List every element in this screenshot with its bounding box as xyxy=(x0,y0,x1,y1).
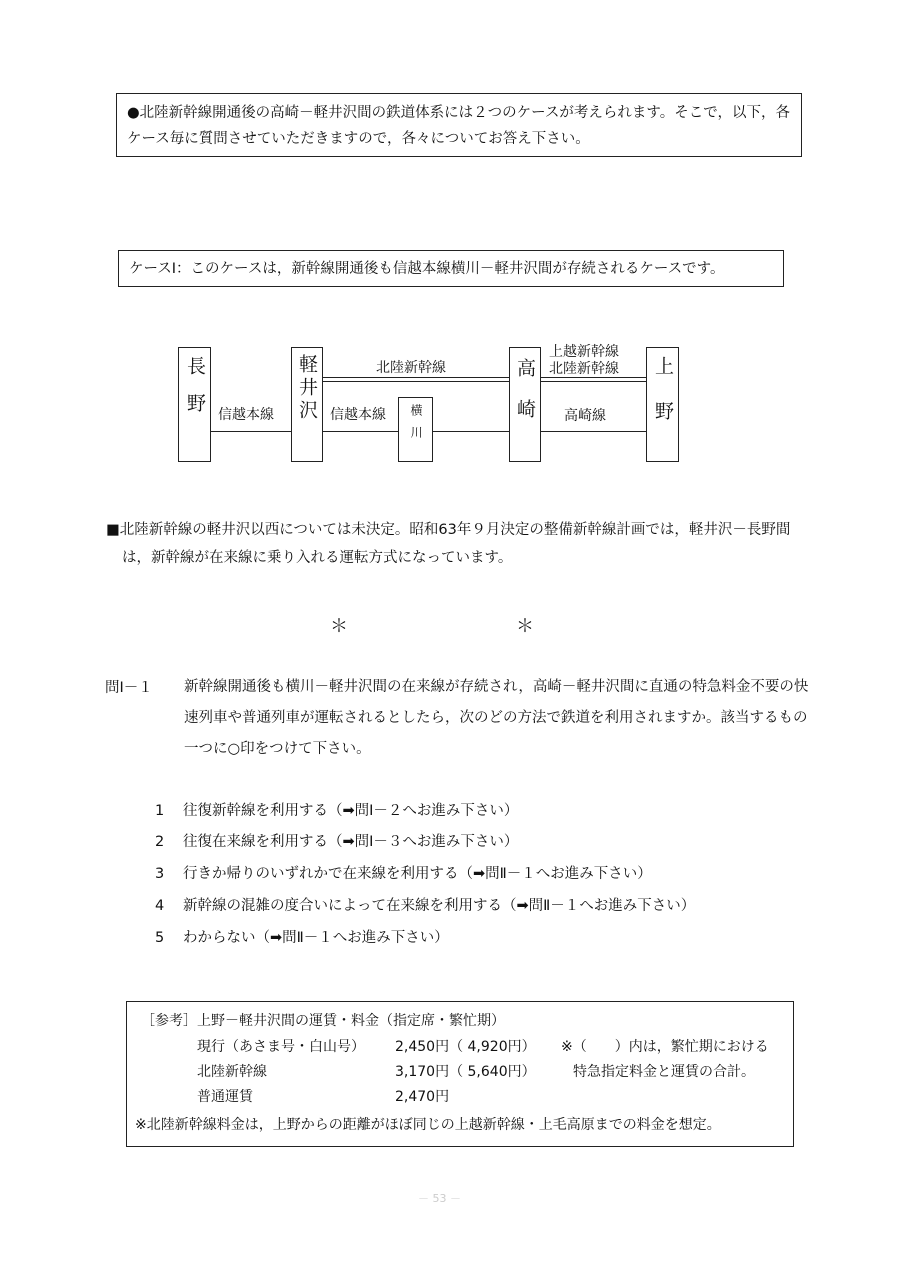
separator-star-1: ＊ xyxy=(330,616,348,637)
label-shinetsu-a: 信越本線 xyxy=(218,407,274,423)
station-yokokawa-label: 横川 xyxy=(409,404,423,448)
reference-box xyxy=(126,1001,794,1147)
question-label: 問Ⅰ－１ xyxy=(105,680,153,696)
option-2-number: 2 xyxy=(155,834,165,850)
reference-note-line-2: 特急指定料金と運賃の合計。 xyxy=(573,1064,755,1080)
reference-title: ［参考］上野－軽井沢間の運賃・料金（指定席・繁忙期） xyxy=(141,1013,505,1029)
station-nagano-label: 長野 xyxy=(184,356,206,430)
option-5-text: わからない（➡問Ⅱ－１へお進み下さい） xyxy=(183,930,449,946)
reference-row-2-value: 3,170円（ 5,640円） xyxy=(395,1064,536,1080)
reference-footnote: ※北陸新幹線料金は，上野からの距離がほぼ同じの上越新幹線・上毛高原までの料金を想定。 xyxy=(135,1117,721,1133)
line-shinetsu-yokokawa-takasaki xyxy=(433,431,509,432)
option-1[interactable] xyxy=(155,799,518,820)
line-shinetsu-nagano-karuizawa xyxy=(211,431,291,432)
station-takasaki-label: 高崎 xyxy=(514,358,536,440)
option-4-number: 4 xyxy=(155,898,165,914)
reference-row-3-value: 2,470円 xyxy=(395,1089,450,1105)
page-number: － 53 － xyxy=(418,1192,461,1205)
route-diagram xyxy=(0,0,900,470)
option-5-number: 5 xyxy=(155,930,165,946)
option-2[interactable] xyxy=(155,830,518,851)
station-ueno xyxy=(646,347,679,462)
label-hokuriku: 北陸新幹線 xyxy=(376,360,446,376)
label-hokuriku-2: 北陸新幹線 xyxy=(549,361,619,377)
station-ueno-label: 上野 xyxy=(652,356,674,446)
station-nagano xyxy=(178,347,211,462)
option-2-text: 往復在来線を利用する（➡問Ⅰ－３へお進み下さい） xyxy=(183,834,519,850)
label-shinetsu-b: 信越本線 xyxy=(330,407,386,423)
reference-row-3-label: 普通運賃 xyxy=(197,1089,253,1105)
option-4-text: 新幹線の混雑の度合いによって在来線を利用する（➡問Ⅱ－１へお進み下さい） xyxy=(183,898,696,914)
label-joetsu: 上越新幹線 xyxy=(549,344,619,360)
note-paragraph xyxy=(106,516,806,572)
separator-star-2: ＊ xyxy=(516,616,534,637)
label-takasaki-line: 高崎線 xyxy=(564,408,606,424)
option-3-number: 3 xyxy=(155,866,165,882)
reference-note-line-1: ※（ ）内は，繁忙期における xyxy=(561,1039,769,1055)
reference-row-1-label: 現行（あさま号・白山号） xyxy=(197,1039,365,1055)
option-1-number: 1 xyxy=(155,803,165,819)
station-karuizawa xyxy=(291,347,323,462)
reference-row-1-value: 2,450円（ 4,920円） xyxy=(395,1039,536,1055)
option-3[interactable] xyxy=(155,862,652,883)
option-5[interactable] xyxy=(155,926,449,947)
question-text: 新幹線開通後も横川－軽井沢間の在来線が存続され，高崎－軽井沢間に直通の特急料金不要の快速列車や普通列車が運転されるとしたら，次のどの方法で鉄道を利用されますか。該当するもの一つに○印をつけて下さい。 xyxy=(184,679,809,757)
station-karuizawa-label: 軽井沢 xyxy=(296,354,318,423)
line-takasaki-ueno xyxy=(541,431,646,432)
line-hokuriku-karuizawa-takasaki xyxy=(323,377,509,382)
intro-text: ●北陸新幹線開通後の高崎－軽井沢間の鉄道体系には２つのケースが考えられます。そこで，以下，各ケース毎に質問させていただきますので，各々についてお答え下さい。 xyxy=(127,105,790,147)
option-1-text: 往復新幹線を利用する（➡問Ⅰ－２へお進み下さい） xyxy=(183,803,519,819)
reference-row-2-label: 北陸新幹線 xyxy=(197,1064,267,1080)
note-text: ■北陸新幹線の軽井沢以西については未決定。昭和63年９月決定の整備新幹線計画では，軽井沢－長野間は，新幹線が在来線に乗り入れる運転方式になっています。 xyxy=(106,522,791,566)
line-shinetsu-karuizawa-yokokawa xyxy=(323,431,398,432)
case-text: ケースⅠ：このケースは，新幹線開通後も信越本線横川－軽井沢間が存続されるケースです。 xyxy=(129,261,725,277)
option-4[interactable] xyxy=(155,894,695,915)
station-yokokawa xyxy=(398,397,433,462)
option-3-text: 行きか帰りのいずれかで在来線を利用する（➡問Ⅱ－１へお進み下さい） xyxy=(183,866,652,882)
station-takasaki xyxy=(509,347,541,462)
